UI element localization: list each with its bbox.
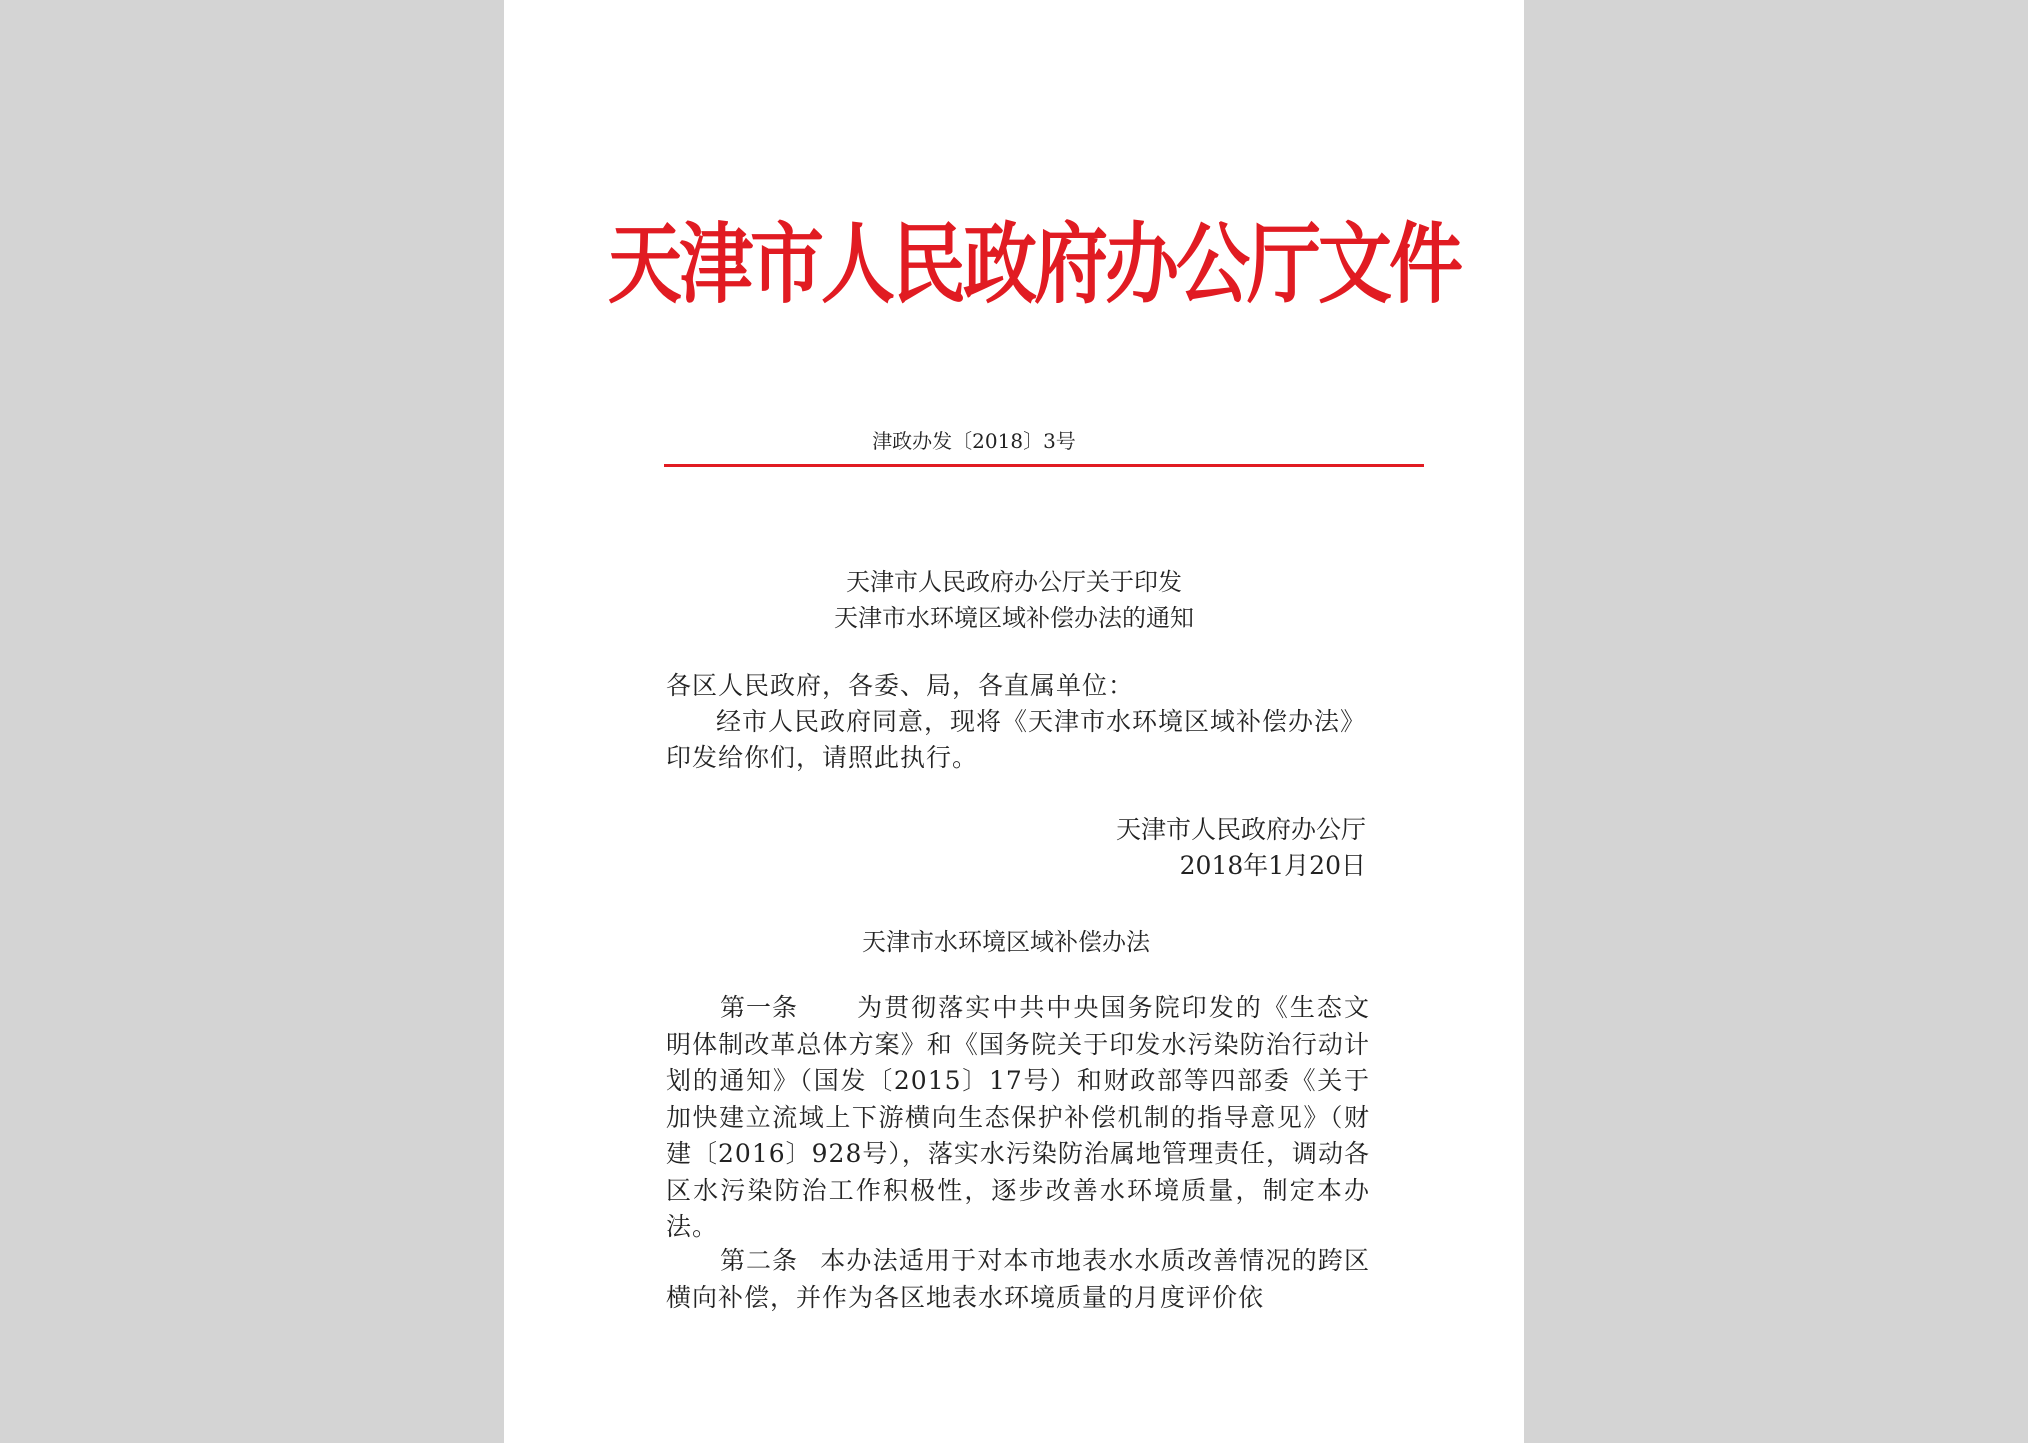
article-2-text: 本办法适用于对本市地表水水质改善情况的跨区横向补偿，并作为各区地表水环境质量的月度评价依: [666, 1246, 1370, 1312]
signature-issuer: 天津市人民政府办公厅: [1115, 815, 1366, 844]
document-masthead: 天津市人民政府办公厅文件: [608, 214, 1460, 316]
signature-date: 2018年1月20日: [1179, 851, 1366, 880]
measures-title: 天津市水环境区域补偿办法: [862, 928, 1150, 956]
article-2: [666, 1243, 1370, 1316]
notice-title-line-2: 天津市水环境区域补偿办法的通知: [834, 604, 1194, 632]
red-divider-line: [664, 464, 1424, 467]
article-1-label: 第一条: [720, 993, 799, 1022]
article-1: [666, 990, 1370, 1246]
document-number: 津政办发〔2018〕3号: [872, 429, 1076, 453]
document-page: [504, 0, 1524, 1443]
salutation: 各区人民政府，各委、局，各直属单位：: [666, 671, 1135, 700]
article-1-text: 为贯彻落实中共中央国务院印发的《生态文明体制改革总体方案》和《国务院关于印发水污染防治行动计划的通知》（国发〔2015〕17号）和财政部等四部委《关于加快建立流域上下游横向生态保护补偿机制的指导意见》（财建〔2016〕928号），落实水污染防治属地管理责任，调动各区水污染防治工作积极性，逐步改善水环境质量，制定本办法。: [666, 993, 1370, 1241]
intro-paragraph: 经市人民政府同意，现将《天津市水环境区域补偿办法》印发给你们，请照此执行。: [666, 707, 1367, 772]
article-2-label: 第二条: [720, 1246, 799, 1275]
notice-title-line-1: 天津市人民政府办公厅关于印发: [846, 568, 1182, 596]
